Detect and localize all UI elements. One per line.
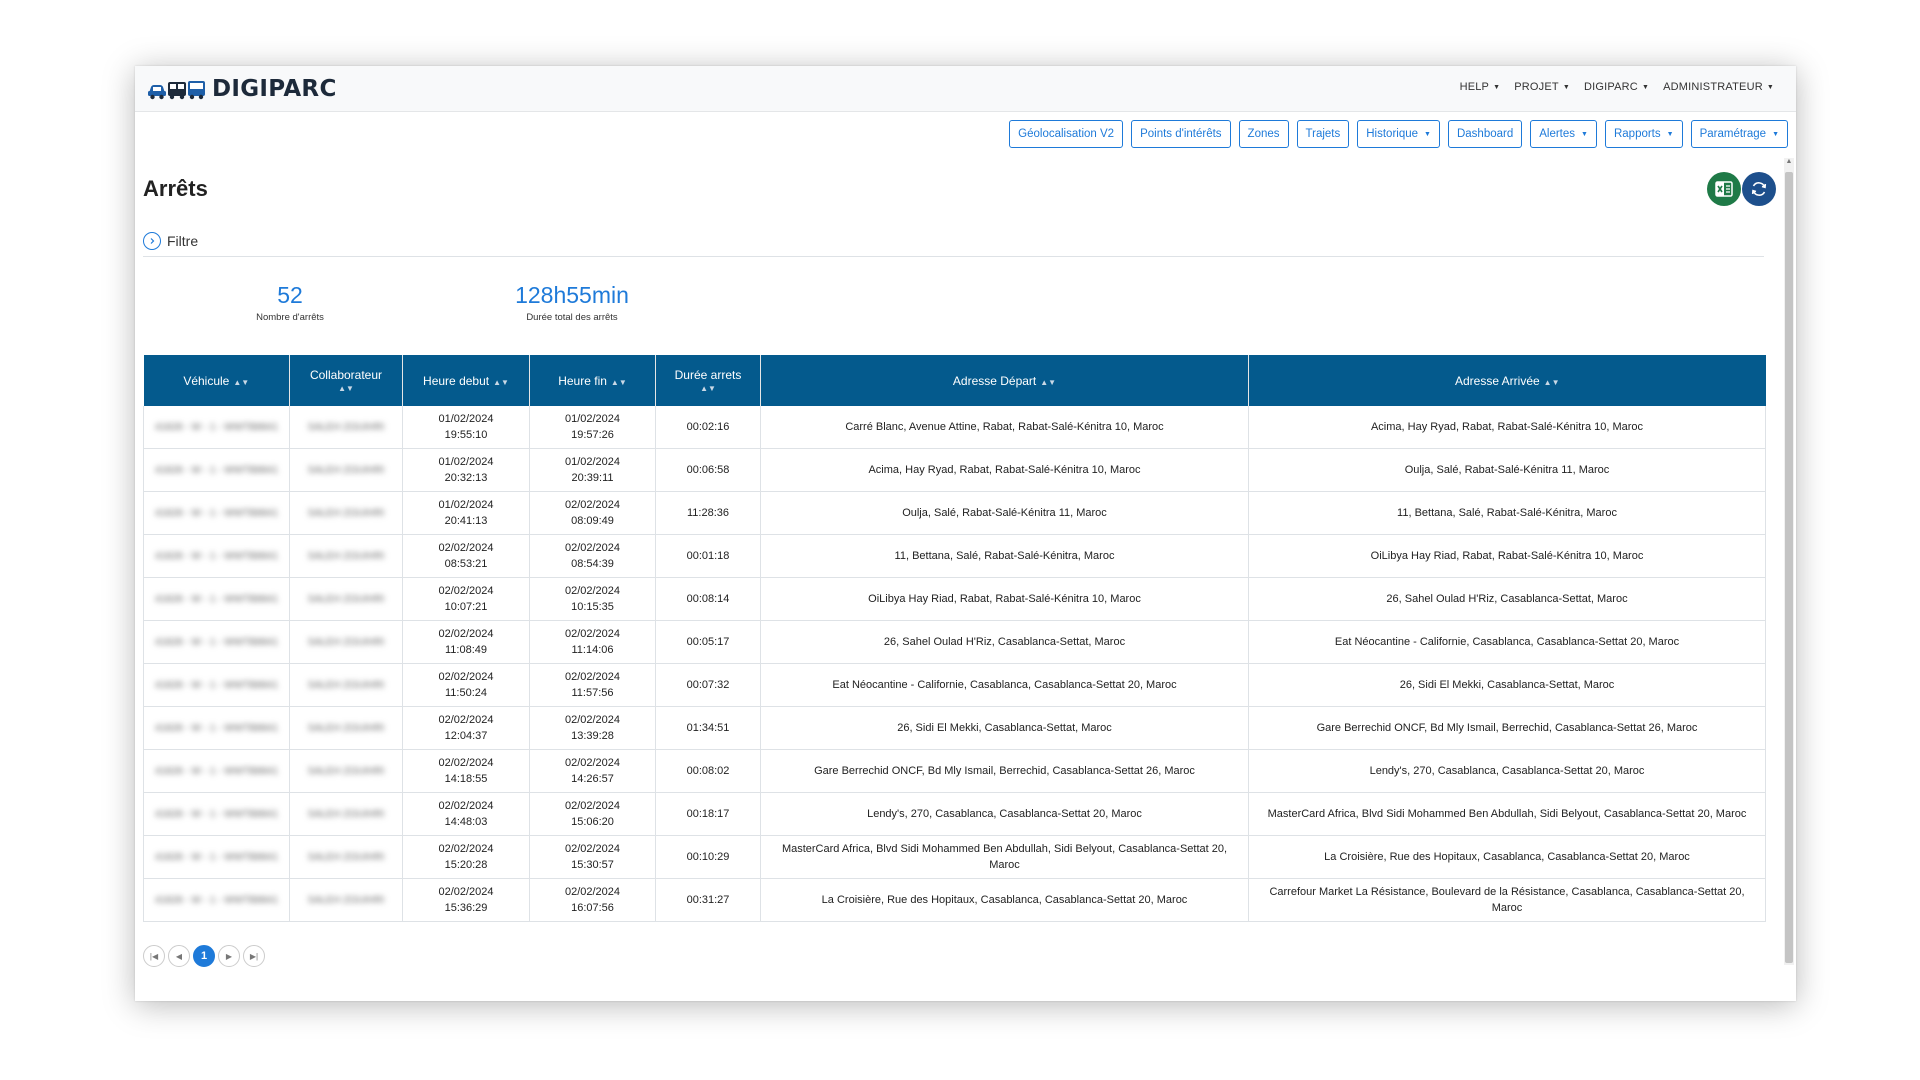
table-row[interactable]: [144, 664, 1766, 707]
cell-duree: [656, 449, 761, 492]
debut-time: 19:55:10: [444, 429, 488, 441]
chevron-down-icon: ▼: [1562, 84, 1570, 91]
cell-heure-debut: [403, 664, 530, 707]
vehicles-logo-icon: [148, 77, 206, 101]
fin-date: 02/02/2024: [564, 585, 621, 597]
debut-time: 11:50:24: [444, 687, 487, 699]
depart-value: 26, Sahel Oulad H'Riz, Casablanca-Settat, Maroc: [883, 636, 1126, 648]
cell-vehicule: [144, 707, 290, 750]
fin-time: 08:09:49: [571, 515, 614, 527]
arrivee-value: 26, Sidi El Mekki, Casablanca-Settat, Maroc: [1399, 679, 1615, 691]
column-label: Adresse Départ: [952, 373, 1037, 388]
table-row[interactable]: [144, 707, 1766, 750]
sort-icon: ▲▼: [610, 377, 627, 387]
debut-date: 02/02/2024: [438, 542, 494, 554]
collaborateur-value: SALEH ZOUIHRI: [307, 851, 385, 863]
fin-date: 02/02/2024: [564, 757, 621, 769]
cell-collaborateur: [290, 449, 403, 492]
points-interets-button[interactable]: [1131, 120, 1230, 148]
dashboard-button[interactable]: [1448, 120, 1522, 148]
cell-adresse-arrivee: [1249, 793, 1766, 836]
parametrage-label: Paramétrage: [1699, 128, 1767, 140]
vehicule-value: 41828 - W - 1 - WWTB8841: [154, 894, 279, 906]
fin-date: 02/02/2024: [564, 671, 621, 683]
cell-duree: [656, 793, 761, 836]
zones-button[interactable]: [1239, 120, 1289, 148]
arrivee-value: Gare Berrechid ONCF, Bd Mly Ismail, Berrechid, Casablanca-Settat 26, Maroc: [1316, 722, 1698, 734]
last-page-icon[interactable]: ▶|: [243, 945, 265, 967]
fin-date: 01/02/2024: [564, 413, 621, 425]
column-header-adresse-depart[interactable]: [761, 355, 1249, 406]
geolocalisation-label: Géolocalisation V2: [1018, 128, 1115, 140]
debut-date: 02/02/2024: [438, 800, 494, 812]
cell-adresse-arrivee: [1249, 750, 1766, 793]
zones-label: Zones: [1247, 128, 1280, 140]
debut-time: 10:07:21: [444, 601, 488, 613]
fin-time: 08:54:39: [571, 558, 614, 570]
table-row[interactable]: [144, 621, 1766, 664]
fin-date: 02/02/2024: [564, 714, 621, 726]
refresh-icon: [1750, 180, 1768, 198]
arrivee-value: Lendy's, 270, Casablanca, Casablanca-Settat 20, Maroc: [1369, 765, 1645, 777]
cell-collaborateur: [290, 879, 403, 922]
cell-collaborateur: [290, 793, 403, 836]
collaborateur-value: SALEH ZOUIHRI: [307, 507, 385, 519]
fin-date: 02/02/2024: [564, 800, 621, 812]
cell-heure-fin: [530, 664, 656, 707]
top-nav: [1460, 81, 1774, 93]
cell-collaborateur: [290, 836, 403, 879]
historique-label: Historique: [1366, 128, 1419, 140]
table-row[interactable]: [144, 449, 1766, 492]
duree-value: 00:07:32: [686, 679, 730, 691]
fin-time: 16:07:56: [571, 902, 614, 914]
duree-value: 00:08:14: [686, 593, 730, 605]
cell-heure-fin: [530, 492, 656, 535]
trajets-button[interactable]: [1297, 120, 1350, 148]
vehicule-value: 41828 - W - 1 - WWTB8841: [154, 464, 279, 476]
fin-time: 20:39:11: [571, 472, 614, 484]
chevron-right-icon: [143, 232, 161, 250]
table-row[interactable]: [144, 879, 1766, 922]
collaborateur-value: SALEH ZOUIHRI: [307, 593, 385, 605]
cell-heure-debut: [403, 836, 530, 879]
alertes-dropdown[interactable]: [1530, 120, 1597, 148]
cell-vehicule: [144, 492, 290, 535]
stat-duration-label: Durée total des arrêts: [526, 312, 618, 323]
debut-time: 14:18:55: [444, 773, 488, 785]
collaborateur-value: SALEH ZOUIHRI: [307, 679, 385, 691]
table-row[interactable]: [144, 750, 1766, 793]
app-logo[interactable]: [148, 76, 337, 102]
column-label: Heure fin: [558, 373, 607, 388]
chevron-down-icon: ▼: [1772, 130, 1779, 138]
scroll-thumb[interactable]: [1785, 172, 1793, 963]
vehicule-value: 41828 - W - 1 - WWTB8841: [154, 550, 279, 562]
depart-value: MasterCard Africa, Blvd Sidi Mohammed Ben Abdullah, Sidi Belyout, Casablanca-Settat 20, Maroc: [781, 843, 1228, 871]
depart-value: Acima, Hay Ryad, Rabat, Rabat-Salé-Kénitra 10, Maroc: [868, 464, 1141, 476]
debut-date: 02/02/2024: [438, 886, 494, 898]
cell-adresse-arrivee: [1249, 664, 1766, 707]
cell-adresse-arrivee: [1249, 621, 1766, 664]
cell-adresse-depart: [761, 836, 1249, 879]
cell-adresse-depart: [761, 449, 1249, 492]
fin-time: 15:30:57: [571, 859, 614, 871]
table-row[interactable]: [144, 793, 1766, 836]
cell-heure-fin: [530, 621, 656, 664]
filter-label: Filtre: [167, 233, 199, 249]
cell-vehicule: [144, 836, 290, 879]
arrivee-value: MasterCard Africa, Blvd Sidi Mohammed Ben Abdullah, Sidi Belyout, Casablanca-Settat 20, Maroc: [1267, 808, 1747, 820]
cell-duree: [656, 535, 761, 578]
cell-duree: [656, 750, 761, 793]
collaborateur-value: SALEH ZOUIHRI: [307, 808, 385, 820]
cell-adresse-depart: [761, 535, 1249, 578]
cell-heure-debut: [403, 750, 530, 793]
cell-duree: [656, 707, 761, 750]
column-label: Véhicule: [183, 373, 230, 388]
collaborateur-value: SALEH ZOUIHRI: [307, 765, 385, 777]
arrivee-value: Acima, Hay Ryad, Rabat, Rabat-Salé-Kénitra 10, Maroc: [1370, 421, 1644, 433]
sort-icon: ▲▼: [1040, 377, 1057, 387]
cell-collaborateur: [290, 492, 403, 535]
depart-value: Oulja, Salé, Rabat-Salé-Kénitra 11, Maroc: [902, 507, 1107, 519]
cell-collaborateur: [290, 406, 403, 449]
duree-value: 00:18:17: [686, 808, 730, 820]
cell-collaborateur: [290, 664, 403, 707]
column-label: Collaborateur: [309, 368, 383, 382]
depart-value: Gare Berrechid ONCF, Bd Mly Ismail, Berrechid, Casablanca-Settat 26, Maroc: [814, 765, 1195, 777]
collaborateur-value: SALEH ZOUIHRI: [307, 550, 385, 562]
duree-value: 00:08:02: [686, 765, 730, 777]
cell-adresse-depart: [761, 664, 1249, 707]
vehicule-value: 41828 - W - 1 - WWTB8841: [154, 808, 279, 820]
duree-value: 11:28:36: [686, 507, 729, 519]
depart-value: OiLibya Hay Riad, Rabat, Rabat-Salé-Kénitra 10, Maroc: [868, 593, 1141, 605]
first-page-icon[interactable]: |◀: [143, 945, 165, 967]
sort-icon: ▲▼: [493, 377, 509, 387]
cell-heure-debut: [403, 449, 530, 492]
chevron-down-icon: ▼: [1766, 84, 1774, 91]
fin-time: 13:39:28: [571, 730, 614, 742]
cell-heure-debut: [403, 793, 530, 836]
app-window: [135, 66, 1796, 1001]
cell-adresse-arrivee: [1249, 535, 1766, 578]
collaborateur-value: SALEH ZOUIHRI: [307, 464, 385, 476]
cell-adresse-arrivee: [1249, 578, 1766, 621]
column-header-vehicule[interactable]: [144, 355, 290, 406]
debut-date: 02/02/2024: [438, 585, 494, 597]
vehicule-value: 41828 - W - 1 - WWTB8841: [154, 765, 279, 777]
cell-vehicule: [144, 535, 290, 578]
sort-icon: ▲▼: [700, 384, 716, 393]
depart-value: Carré Blanc, Avenue Attine, Rabat, Rabat-Salé-Kénitra 10, Maroc: [845, 421, 1164, 433]
cell-adresse-arrivee: [1249, 492, 1766, 535]
arrivee-value: 26, Sahel Oulad H'Riz, Casablanca-Settat, Maroc: [1386, 593, 1628, 605]
cell-heure-fin: [530, 707, 656, 750]
debut-time: 20:32:13: [444, 472, 488, 484]
cell-heure-debut: [403, 406, 530, 449]
table-row[interactable]: [144, 535, 1766, 578]
column-header-collaborateur[interactable]: [290, 355, 403, 406]
depart-value: 11, Bettana, Salé, Rabat-Salé-Kénitra, Maroc: [894, 550, 1115, 562]
filter-toggle[interactable]: [143, 232, 198, 250]
fin-date: 02/02/2024: [564, 843, 621, 855]
arrivee-value: Oulja, Salé, Rabat-Salé-Kénitra 11, Maroc: [1404, 464, 1610, 476]
cell-duree: [656, 621, 761, 664]
table-header-row: [144, 355, 1766, 406]
cell-adresse-depart: [761, 879, 1249, 922]
depart-value: La Croisière, Rue des Hopitaux, Casablanca, Casablanca-Settat 20, Maroc: [821, 894, 1188, 906]
fin-time: 11:14:06: [571, 644, 614, 656]
alertes-label: Alertes: [1539, 128, 1576, 140]
duree-value: 00:06:58: [686, 464, 730, 476]
cell-duree: [656, 578, 761, 621]
table-body: [144, 406, 1766, 922]
stat-count-label: Nombre d'arrêts: [256, 312, 324, 323]
filter-divider: [143, 256, 1764, 257]
duree-value: 01:34:51: [686, 722, 730, 734]
chevron-down-icon: ▼: [1581, 130, 1588, 138]
table-row[interactable]: [144, 492, 1766, 535]
cell-adresse-depart: [761, 492, 1249, 535]
vehicule-value: 41828 - W - 1 - WWTB8841: [154, 722, 279, 734]
sort-icon: ▲▼: [338, 384, 354, 393]
vehicule-value: 41828 - W - 1 - WWTB8841: [154, 851, 279, 863]
debut-date: 02/02/2024: [438, 757, 494, 769]
debut-date: 01/02/2024: [438, 499, 494, 511]
prev-page-icon[interactable]: ◀: [168, 945, 190, 967]
cell-heure-fin: [530, 535, 656, 578]
cell-heure-fin: [530, 793, 656, 836]
top-navbar: [135, 66, 1796, 112]
debut-time: 11:08:49: [444, 644, 487, 656]
fin-time: 15:06:20: [571, 816, 614, 828]
cell-heure-fin: [530, 836, 656, 879]
cell-heure-debut: [403, 879, 530, 922]
cell-heure-fin: [530, 578, 656, 621]
arrivee-value: OiLibya Hay Riad, Rabat, Rabat-Salé-Kénitra 10, Maroc: [1370, 550, 1644, 562]
column-header-heure-fin[interactable]: [530, 355, 656, 406]
page-button-current[interactable]: 1: [193, 945, 215, 967]
next-page-icon[interactable]: ▶: [218, 945, 240, 967]
cell-vehicule: [144, 406, 290, 449]
parametrage-dropdown[interactable]: [1691, 120, 1788, 148]
cell-adresse-depart: [761, 707, 1249, 750]
cell-duree: [656, 879, 761, 922]
debut-date: 01/02/2024: [438, 413, 494, 425]
cell-duree: [656, 836, 761, 879]
debut-date: 02/02/2024: [438, 671, 494, 683]
cell-collaborateur: [290, 535, 403, 578]
fin-time: 11:57:56: [571, 687, 614, 699]
collaborateur-value: SALEH ZOUIHRI: [307, 722, 385, 734]
duree-value: 00:10:29: [686, 851, 730, 863]
sort-icon: ▲▼: [233, 377, 250, 387]
debut-time: 08:53:21: [444, 558, 488, 570]
column-label: Durée arrets: [674, 368, 742, 382]
cell-heure-debut: [403, 707, 530, 750]
pagination: [143, 945, 265, 967]
column-header-heure-debut[interactable]: [403, 355, 530, 406]
cell-adresse-depart: [761, 750, 1249, 793]
fin-time: 19:57:26: [571, 429, 614, 441]
rapports-label: Rapports: [1613, 128, 1661, 140]
cell-adresse-arrivee: [1249, 707, 1766, 750]
cell-adresse-depart: [761, 793, 1249, 836]
column-label: Adresse Arrivée: [1454, 373, 1540, 388]
debut-time: 15:20:28: [444, 859, 488, 871]
cell-duree: [656, 406, 761, 449]
column-header-duree[interactable]: [656, 355, 761, 406]
stat-count: [190, 282, 390, 323]
cell-heure-fin: [530, 449, 656, 492]
depart-value: Lendy's, 270, Casablanca, Casablanca-Settat 20, Maroc: [867, 808, 1142, 820]
cell-collaborateur: [290, 621, 403, 664]
fin-date: 02/02/2024: [564, 499, 621, 511]
duree-value: 00:05:17: [686, 636, 730, 648]
debut-date: 02/02/2024: [438, 843, 494, 855]
cell-adresse-depart: [761, 406, 1249, 449]
page-title: Arrêts: [143, 176, 208, 201]
vehicule-value: 41828 - W - 1 - WWTB8841: [154, 593, 279, 605]
debut-time: 12:04:37: [444, 730, 488, 742]
stat-count-value: 52: [277, 282, 303, 308]
cell-adresse-depart: [761, 621, 1249, 664]
table-row[interactable]: [144, 578, 1766, 621]
cell-vehicule: [144, 664, 290, 707]
geolocalisation-button[interactable]: [1009, 120, 1123, 148]
table-row[interactable]: [144, 836, 1766, 879]
refresh-button[interactable]: [1742, 172, 1776, 206]
cell-vehicule: [144, 578, 290, 621]
arrivee-value: Carrefour Market La Résistance, Boulevard de la Résistance, Casablanca, Casablanca-Settat 20, Maroc: [1269, 886, 1745, 914]
depart-value: Eat Néocantine - Californie, Casablanca, Casablanca-Settat 20, Maroc: [832, 679, 1177, 691]
cell-vehicule: [144, 793, 290, 836]
cell-collaborateur: [290, 750, 403, 793]
vehicule-value: 41828 - W - 1 - WWTB8841: [154, 636, 279, 648]
nav-help-label: HELP: [1459, 81, 1490, 93]
table-row[interactable]: [144, 406, 1766, 449]
nav-help-menu[interactable]: [1460, 81, 1501, 93]
vertical-scrollbar[interactable]: [1784, 158, 1794, 965]
cell-collaborateur: [290, 707, 403, 750]
cell-collaborateur: [290, 578, 403, 621]
cell-adresse-arrivee: [1249, 406, 1766, 449]
cell-adresse-depart: [761, 578, 1249, 621]
points-interets-label: Points d'intérêts: [1140, 128, 1222, 140]
cell-vehicule: [144, 621, 290, 664]
column-label: Heure debut: [423, 373, 490, 388]
vehicule-value: 41828 - W - 1 - WWTB8841: [154, 421, 279, 433]
fin-date: 02/02/2024: [564, 542, 621, 554]
duree-value: 00:02:16: [686, 421, 730, 433]
nav-projet-menu[interactable]: [1514, 81, 1570, 93]
vehicule-value: 41828 - W - 1 - WWTB8841: [154, 507, 279, 519]
sort-icon: ▲▼: [1543, 377, 1560, 387]
fin-date: 01/02/2024: [564, 456, 621, 468]
fin-date: 02/02/2024: [564, 628, 621, 640]
chevron-down-icon: ▼: [1493, 84, 1501, 91]
excel-icon: [1715, 180, 1733, 198]
duree-value: 00:01:18: [686, 550, 730, 562]
scroll-up-icon[interactable]: ▲: [1785, 158, 1793, 165]
cell-heure-debut: [403, 492, 530, 535]
chevron-down-icon: ▼: [1666, 130, 1674, 138]
cell-heure-debut: [403, 621, 530, 664]
cell-heure-debut: [403, 578, 530, 621]
arrivee-value: Eat Néocantine - Californie, Casablanca, Casablanca-Settat 20, Maroc: [1334, 636, 1680, 648]
cell-adresse-arrivee: [1249, 449, 1766, 492]
collaborateur-value: SALEH ZOUIHRI: [307, 421, 385, 433]
debut-time: 15:36:29: [444, 902, 488, 914]
cell-duree: [656, 492, 761, 535]
arrivee-value: La Croisière, Rue des Hopitaux, Casablanca, Casablanca-Settat 20, Maroc: [1324, 851, 1690, 863]
arrivee-value: 11, Bettana, Salé, Rabat-Salé-Kénitra, Maroc: [1397, 507, 1617, 519]
duree-value: 00:31:27: [686, 894, 730, 906]
cell-heure-fin: [530, 879, 656, 922]
stops-table: [143, 355, 1766, 922]
depart-value: 26, Sidi El Mekki, Casablanca-Settat, Maroc: [897, 722, 1112, 734]
debut-time: 20:41:13: [444, 515, 488, 527]
debut-date: 02/02/2024: [438, 714, 494, 726]
trajets-label: Trajets: [1305, 128, 1341, 140]
debut-date: 01/02/2024: [438, 456, 494, 468]
rapports-dropdown[interactable]: [1605, 120, 1683, 148]
nav-projet-label: PROJET: [1514, 81, 1559, 93]
cell-duree: [656, 664, 761, 707]
dashboard-label: Dashboard: [1456, 128, 1514, 140]
nav-digiparc-menu[interactable]: [1584, 81, 1649, 93]
cell-heure-fin: [530, 750, 656, 793]
chevron-down-icon: ▼: [1424, 130, 1431, 138]
fin-time: 10:15:35: [571, 601, 614, 613]
nav-digiparc-label: DIGIPARC: [1583, 81, 1638, 93]
fin-time: 14:26:57: [571, 773, 614, 785]
fin-date: 02/02/2024: [564, 886, 621, 898]
cell-heure-debut: [403, 535, 530, 578]
debut-date: 02/02/2024: [438, 628, 494, 640]
column-header-adresse-arrivee[interactable]: [1249, 355, 1766, 406]
chevron-down-icon: ▼: [1641, 84, 1650, 91]
stat-duration: [472, 282, 672, 323]
vehicule-value: 41828 - W - 1 - WWTB8841: [154, 679, 279, 691]
collaborateur-value: SALEH ZOUIHRI: [307, 894, 385, 906]
cell-vehicule: [144, 879, 290, 922]
cell-heure-fin: [530, 406, 656, 449]
debut-time: 14:48:03: [444, 816, 488, 828]
cell-adresse-arrivee: [1249, 879, 1766, 922]
stat-duration-value: 128h55min: [515, 282, 629, 308]
historique-dropdown[interactable]: [1357, 120, 1440, 148]
collaborateur-value: SALEH ZOUIHRI: [307, 636, 385, 648]
cell-vehicule: [144, 449, 290, 492]
module-nav: [1009, 120, 1788, 148]
nav-admin-menu[interactable]: [1663, 81, 1774, 93]
export-excel-button[interactable]: [1707, 172, 1741, 206]
app-name: DIGIPARC: [212, 76, 337, 102]
nav-admin-label: ADMINISTRATEUR: [1663, 81, 1763, 93]
cell-vehicule: [144, 750, 290, 793]
cell-adresse-arrivee: [1249, 836, 1766, 879]
